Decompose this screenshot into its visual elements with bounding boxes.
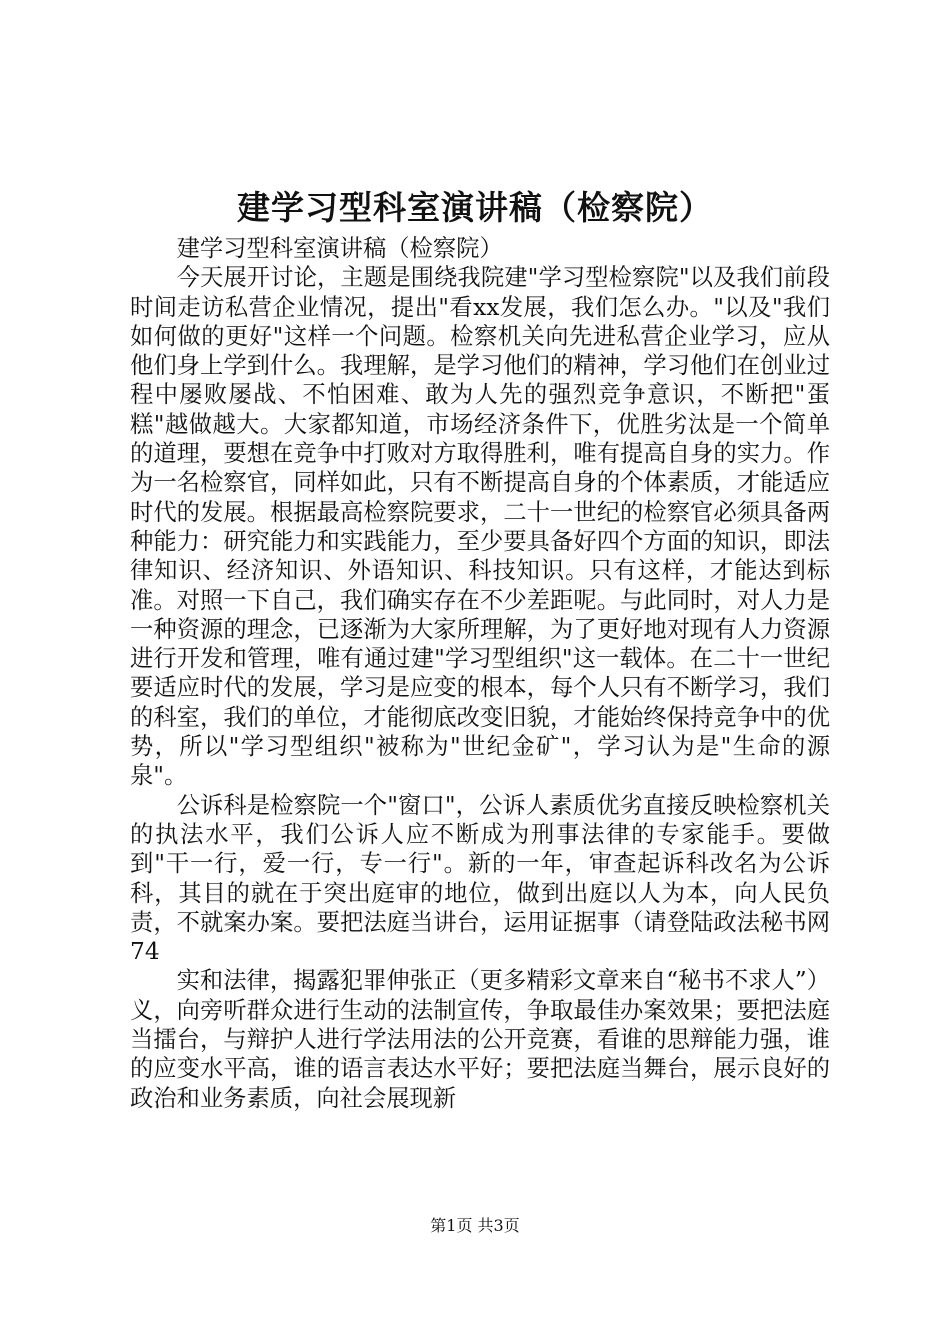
document-subtitle: 建学习型科室演讲稿（检察院）: [176, 235, 503, 262]
page-footer: 第1页 共3页: [430, 1216, 520, 1235]
page-title: 建学习型科室演讲稿（检察院）: [237, 188, 713, 227]
paragraph-3: 实和法律，揭露犯罪伸张正（更多精彩文章来自“秘书不求人”）义，向旁听群众进行生动的法制宣传，争取最佳办案效果；要把法庭当擂台，与辩护人进行学法用法的公开竞赛，看谁的思辩能力强，谁的应变水平高，谁的语言表达水平好；要把法庭当舞台，展示良好的政治和业务素质，向社会展现新: [130, 967, 830, 1112]
paragraph-2: 公诉科是检察院一个"窗口"，公诉人素质优劣直接反映检察机关的执法水平，我们公诉人应不断成为刑事法律的专家能手。要做到"干一行，爱一行，专一行"。新的一年，审查起诉科改名为公诉科，其目的就在于突出庭审的地位，做到出庭以人为本，向人民负责，不就案办案。要把法庭当讲台，运用证据事（请登陆政法秘书网74: [130, 791, 830, 966]
paragraph-1: 今天展开讨论，主题是围绕我院建"学习型检察院"以及我们前段时间走访私营企业情况，提出"看xx发展，我们怎么办。"以及"我们如何做的更好"这样一个问题。检察机关向先进私营企业学习，应从他们身上学到什么。我理解，是学习他们的精神，学习他们在创业过程中屡败屡战、不怕困难、敢为人先的强烈竞争意识，不断把"蛋糕"越做越大。大家都知道，市场经济条件下，优胜劣汰是一个简单的道理，要想在竞争中打败对方取得胜利，唯有提高自身的实力。作为一名检察官，同样如此，只有不断提高自身的个体素质，才能适应时代的发展。根据最高检察院要求，二十一世纪的检察官必须具备两种能力：研究能力和实践能力，至少要具备好四个方面的知识，即法律知识、经济知识、外语知识、科技知识。只有这样，才能达到标准。对照一下自己，我们确实存在不少差距呢。与此同时，对人力是一种资源的理念，已逐渐为大家所理解，为了更好地对现有人力资源进行开发和管理，唯有通过建"学习型组织"这一载体。在二十一世纪要适应时代的发展，学习是应变的根本，每个人只有不断学习，我们的科室，我们的单位，才能彻底改变旧貌，才能始终保持竞争中的优势，所以"学习型组织"被称为"世纪金矿"，学习认为是"生命的源泉"。: [130, 264, 830, 790]
document-body: [130, 234, 830, 1113]
